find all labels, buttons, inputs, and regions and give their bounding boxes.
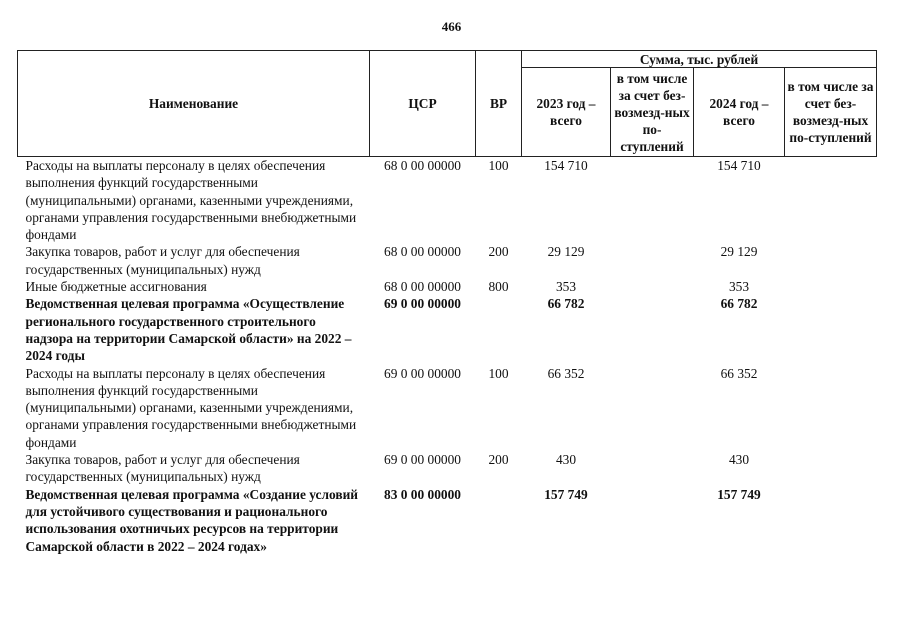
row-name: Иные бюджетные ассигнования	[25, 279, 207, 295]
table-row	[18, 451, 877, 486]
row-2023-subsidy	[611, 243, 694, 278]
row-vr: 200	[488, 244, 509, 260]
row-2023-total: 66 782	[547, 296, 585, 312]
table-body	[18, 157, 877, 555]
table-row	[18, 157, 877, 244]
row-2024-total: 29 129	[720, 244, 758, 260]
row-2024-subsidy	[785, 157, 877, 244]
row-2023-total: 157 749	[544, 486, 588, 502]
row-2024-subsidy	[785, 243, 877, 278]
table-row	[18, 365, 877, 451]
row-csr: 68 0 00 00000	[384, 244, 461, 260]
row-2023-subsidy	[611, 451, 694, 486]
row-vr: 200	[488, 452, 509, 468]
header-sum-group: Сумма, тыс. рублей	[522, 51, 877, 68]
header-2023-subsidy: в том числе за счет без-возмезд-ных по-ступлений	[611, 68, 694, 157]
row-csr: 68 0 00 00000	[384, 158, 461, 173]
header-csr: ЦСР	[370, 51, 476, 157]
table-header	[18, 51, 877, 157]
row-csr: 68 0 00 00000	[384, 279, 461, 295]
row-2024-subsidy	[785, 486, 877, 555]
row-2023-total: 154 710	[544, 158, 588, 173]
table-row	[18, 278, 877, 295]
row-csr: 69 0 00 00000	[384, 296, 461, 312]
row-2024-subsidy	[785, 295, 877, 364]
header-2024-total: 2024 год – всего	[694, 68, 785, 157]
row-2023-total: 66 352	[547, 365, 585, 381]
row-2024-total: 430	[728, 452, 750, 468]
budget-table	[17, 50, 877, 555]
row-2023-subsidy	[611, 486, 694, 555]
row-2023-total: 353	[555, 279, 577, 295]
row-2023-total: 430	[555, 452, 577, 468]
row-2023-subsidy	[611, 157, 694, 244]
table-row-program	[18, 486, 877, 555]
row-vr	[476, 486, 522, 555]
row-csr: 69 0 00 00000	[384, 365, 461, 381]
row-name: Закупка товаров, работ и услуг для обеспечения государственных (муниципальных) нужд	[25, 244, 300, 277]
header-vr: ВР	[476, 51, 522, 157]
row-csr: 69 0 00 00000	[384, 452, 461, 468]
row-name: Ведомственная целевая программа «Осуществление регионального государственного строительного надзора на территории Самарской области» на 2022 – 2024 годы	[25, 296, 352, 364]
header-2024-subsidy: в том числе за счет без-возмезд-ных по-ступлений	[785, 68, 877, 157]
row-2024-subsidy	[785, 365, 877, 451]
row-vr: 800	[488, 279, 509, 295]
row-2024-total: 66 782	[720, 296, 758, 312]
row-name: Расходы на выплаты персоналу в целях обеспечения выполнения функций государственными (муниципальными) органами, казенными учреждениями, органами управления государственными внебюджетными фондами	[25, 158, 357, 243]
row-2024-total: 66 352	[720, 365, 758, 381]
table-row	[18, 243, 877, 278]
row-2023-total: 29 129	[547, 244, 585, 260]
row-2024-total: 154 710	[717, 158, 761, 173]
row-2024-total: 353	[728, 279, 750, 295]
row-name: Закупка товаров, работ и услуг для обеспечения государственных (муниципальных) нужд	[25, 452, 300, 485]
row-vr	[476, 295, 522, 364]
row-vr: 100	[488, 158, 509, 173]
row-2024-total: 157 749	[717, 486, 761, 502]
page-number: 466	[441, 19, 462, 34]
row-2024-subsidy	[785, 278, 877, 295]
row-2023-subsidy	[611, 365, 694, 451]
row-name: Ведомственная целевая программа «Создание условий для устойчивого существования и рационального использования охотничьих ресурсов на территории Самарской области в 2022 – 2024 годах»	[25, 486, 359, 554]
row-2023-subsidy	[611, 295, 694, 364]
row-vr: 100	[488, 365, 509, 381]
budget-table-container	[17, 50, 876, 555]
row-name: Расходы на выплаты персоналу в целях обеспечения выполнения функций государственными (муниципальными) органами, казенными учреждениями, органами управления государственными внебюджетными фондами	[25, 365, 357, 450]
header-name: Наименование	[18, 51, 370, 157]
row-2024-subsidy	[785, 451, 877, 486]
row-2023-subsidy	[611, 278, 694, 295]
table-row-program	[18, 295, 877, 364]
header-2023-total: 2023 год – всего	[522, 68, 611, 157]
row-csr: 83 0 00 00000	[384, 486, 461, 502]
